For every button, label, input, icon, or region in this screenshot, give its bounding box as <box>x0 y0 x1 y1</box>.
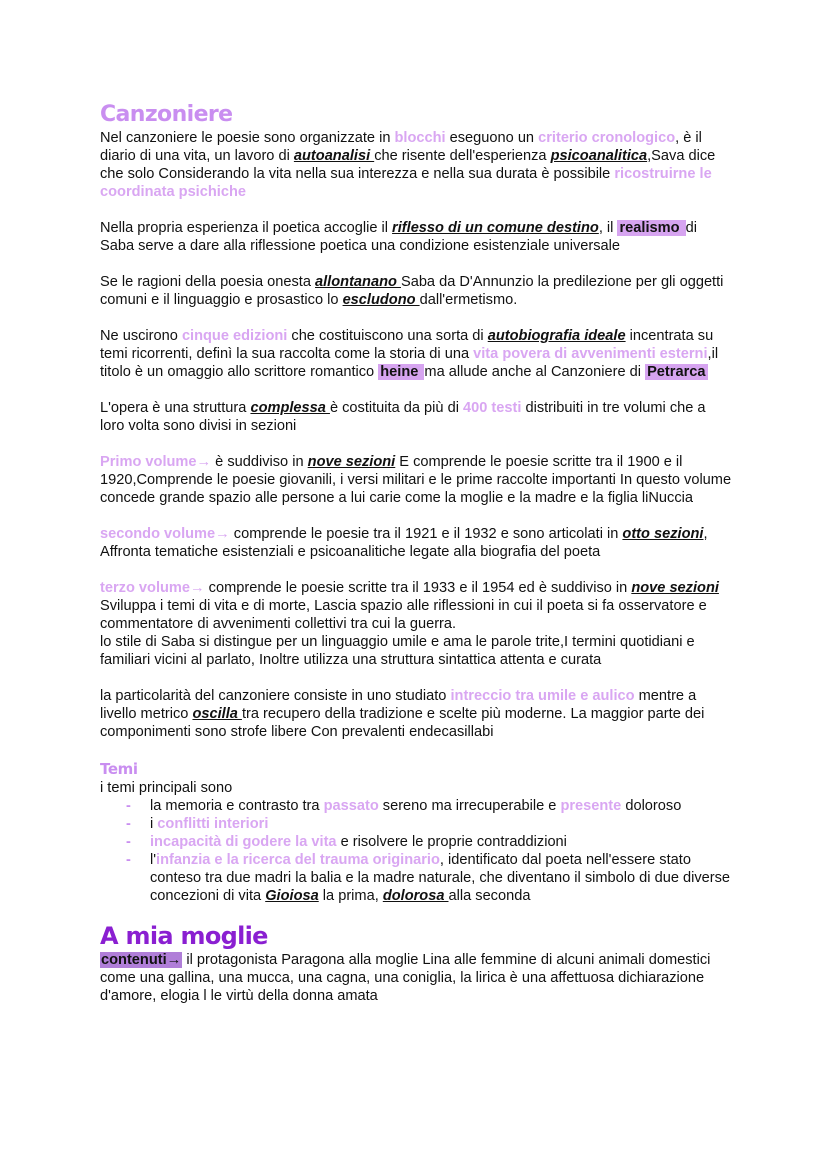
highlight-heine: heine <box>380 364 423 380</box>
keyword-incapacita: incapacità di godere la vita <box>150 834 337 850</box>
paragraph-stile: lo stile di Saba si distingue per un linguaggio umile e ama le parole trite,I termini quotidiani e familiari vicini al parlato, Inoltre utilizza una struttura sintattica attenta e curata <box>100 634 695 668</box>
section-title-temi: Temi <box>100 760 138 778</box>
keyword-passato: passato <box>323 798 379 814</box>
text-run: di Saba serve a dare alla riflessione poetica una condizione esistenziale universale <box>100 220 697 254</box>
paragraph-organizzazione <box>100 129 732 201</box>
list-item <box>100 815 732 833</box>
text-run: i <box>150 816 158 832</box>
keyword-autobiografia-ideale: autobiografia ideale <box>487 328 626 344</box>
text-run: , identificato dal poeta nell'essere stato conteso tra due madri la balia e la madre naturale, che diventano il simbolo di due diverse concezioni di vita <box>150 852 731 904</box>
document-page <box>100 101 732 1005</box>
text-run: che costituiscono una sorta di <box>287 328 488 344</box>
text-run: , è il diario di una vita, un lavoro di <box>100 130 702 164</box>
keyword-blocchi: blocchi <box>394 130 446 146</box>
text-run: il protagonista Paragona alla moglie Lina alle femmine di alcuni animali domestici come una gallina, una mucca, una cagna, una coniglia, la lirica è una affettuosa dichiarazione d'amore, elogia l le virtù della donna amata <box>100 952 711 1004</box>
keyword-complessa: complessa <box>250 400 330 416</box>
keyword-criterio-cronologico: criterio cronologico <box>538 130 676 146</box>
text-run: comprende le poesie scritte tra il 1933 e il 1954 ed è suddiviso in <box>204 580 632 596</box>
text-run: incentrata su temi ricorrenti, definì la sua raccolta come la storia di una <box>100 328 714 362</box>
highlight-contenuti: contenuti→ <box>101 952 182 968</box>
text-run: distribuiti in tre volumi che a loro volta sono divisi in sezioni <box>100 400 706 434</box>
paragraph-particolarita <box>100 687 732 741</box>
keyword-cinque-edizioni: cinque edizioni <box>181 328 288 344</box>
paragraph-struttura <box>100 399 732 435</box>
text-run: E comprende le poesie scritte tra il 1900 e il 1920,Comprende le poesie giovanili, i versi militari e le prime raccolte importanti In questo volume concede grande spazio alle persone a lui carie come la moglie e la madre e la figlia liNuccia <box>100 454 732 506</box>
text-run: è suddiviso in <box>211 454 308 470</box>
keyword-primo-volume: Primo volume→ <box>100 454 212 470</box>
paragraph-secondo-volume <box>100 525 732 561</box>
keyword-infanzia: infanzia e la ricerca del trauma originario <box>156 852 440 868</box>
text-run: eseguono un <box>445 130 539 146</box>
text-run: comprende le poesie tra il 1921 e il 1932 e sono articolati in <box>229 526 623 542</box>
text-run: L'opera è una struttura <box>100 400 251 416</box>
keyword-gioiosa: Gioiosa <box>265 888 319 904</box>
list-dash: - <box>126 798 131 814</box>
text-run: l' <box>150 852 157 868</box>
keyword-psicoanalitica: psicoanalitica <box>550 148 648 164</box>
keyword-intreccio: intreccio tra umile e aulico <box>450 688 635 704</box>
section-title-a-mia-moglie: A mia moglie <box>100 922 268 950</box>
keyword-nove-sezioni-terzo: nove sezioni <box>631 580 719 596</box>
text-run: è costituita da più di <box>329 400 463 416</box>
paragraph-terzo-volume <box>100 579 732 597</box>
text-run: doloroso <box>621 798 682 814</box>
paragraph-contenuti <box>100 951 732 1005</box>
text-run: ,Sava dice che solo Considerando la vita nella sua interezza e nella sua durata è possibile <box>100 148 716 182</box>
text-run: mentre a livello metrico <box>100 688 697 722</box>
list-dash: - <box>126 852 131 868</box>
text-run: la particolarità del canzoniere consiste in uno studiato <box>100 688 451 704</box>
text-run: e risolvere le proprie contraddizioni <box>336 834 567 850</box>
text-run: ,il titolo è un omaggio allo scrittore romantico <box>100 346 719 380</box>
list-item <box>100 851 732 905</box>
temi-intro: i temi principali sono <box>100 780 233 796</box>
keyword-vita-povera: vita povera di avvenimenti esterni <box>473 346 708 362</box>
temi-list <box>100 797 732 905</box>
text-run: dall'ermetismo. <box>419 292 518 308</box>
text-run: tra recupero della tradizione e scelte più moderne. La maggior parte dei componimenti sono strofe libere Con prevalenti endecasillabi <box>100 706 705 740</box>
text-run: sereno ma irrecuperabile e <box>378 798 561 814</box>
paragraph-temi-vita-morte: Sviluppa i temi di vita e di morte, Lascia spazio alle riflessioni in cui il poeta si fa osservatore e commentatore di avvenimenti collettivi tra cui la guerra. <box>100 598 707 632</box>
paragraph-realismo <box>100 219 732 255</box>
text-run: che risente dell'esperienza <box>374 148 551 164</box>
keyword-escludono: escludono <box>342 292 420 308</box>
keyword-oscilla: oscilla <box>192 706 242 722</box>
text-run: Se le ragioni della poesia onesta <box>100 274 316 290</box>
keyword-autoanalisi: autoanalisi <box>293 148 375 164</box>
paragraph-primo-volume <box>100 453 732 507</box>
paragraph-edizioni <box>100 327 732 381</box>
keyword-nove-sezioni: nove sezioni <box>307 454 396 470</box>
section-title-canzoniere: Canzoniere <box>100 102 233 127</box>
keyword-coordinata-psichiche: ricostruirne le coordinata psichiche <box>100 166 712 200</box>
text-run: la memoria e contrasto tra <box>150 798 324 814</box>
highlight-petrarca: Petrarca <box>647 364 706 380</box>
text-run: Nel canzoniere le poesie sono organizzate in <box>100 130 395 146</box>
text-run: Ne uscirono <box>100 328 182 344</box>
keyword-otto-sezioni: otto sezioni <box>622 526 704 542</box>
list-item <box>100 797 732 815</box>
keyword-dolorosa: dolorosa <box>382 888 449 904</box>
text-run: Nella propria esperienza il poetica accoglie il <box>100 220 393 236</box>
text-run: ma allude anche al Canzoniere di <box>424 364 646 380</box>
text-run: , Affronta tematiche esistenziali e psicoanalitiche legate alla biografia del poeta <box>100 526 708 560</box>
keyword-conflitti: conflitti interiori <box>157 816 269 832</box>
list-item <box>100 833 732 851</box>
keyword-allontanano: allontanano <box>315 274 401 290</box>
keyword-secondo-volume: secondo volume→ <box>100 526 230 542</box>
text-run: Saba da D'Annunzio la predilezione per gli oggetti comuni e il linguaggio e prosastico lo <box>100 274 724 308</box>
text-run: la prima, <box>318 888 383 904</box>
list-dash: - <box>126 816 131 832</box>
list-dash: - <box>126 834 131 850</box>
keyword-terzo-volume: terzo volume→ <box>100 580 205 596</box>
text-run: alla seconda <box>448 888 531 904</box>
text-run: , il <box>598 220 618 236</box>
keyword-riflesso: riflesso di un comune destino <box>392 220 599 236</box>
keyword-presente: presente <box>560 798 622 814</box>
keyword-400-testi: 400 testi <box>463 400 522 416</box>
paragraph-dannunzio <box>100 273 732 309</box>
highlight-realismo: realismo <box>619 220 684 236</box>
